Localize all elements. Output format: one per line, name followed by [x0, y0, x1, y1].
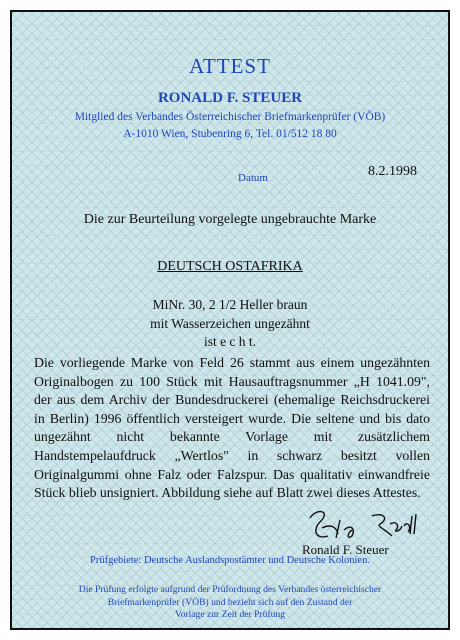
stamp-watermark-line: mit Wasserzeichen ungezähnt — [150, 316, 310, 331]
certificate-sheet — [10, 10, 450, 630]
signer-name: Ronald F. Steuer — [302, 542, 389, 557]
footer-line: Briefmarkenprüfer (VÖB) und bezieht sich auf den Zustand der — [107, 596, 353, 608]
membership-line: Mitglied des Verbandes Österreichischer Briefmarkenprüfer (VÖB) — [74, 111, 386, 123]
footer-line: Vorlage zur Zeit der Prüfung — [174, 609, 286, 620]
stamp-catalog-line: MiNr. 30, 2 1/2 Heller braun — [152, 297, 308, 312]
certificate-body: Die vorliegende Marke von Feld 26 stammt aus einem ungezähnten Originalbogen zu 100 Stück mit Hausauftragsnummer „H 1041.09", der aus dem Archiv der Bundesdruckerei (ehemalige Reichsdruckerei in Berlin) 1996 öffentlich versteigert wurde. Die seltene und bis dato ungezähnt nicht bekannte Vorlage mit zusätzlichem Handstempelaufdruck „Wertlos" in schwarz besitzt vollen Originalgummi ohne Falz oder Falzspur. Das qualitativ einwandfreie Stück blieb unsigniert. Abbildung siehe auf Blatt zwei dieses Attestes. — [34, 355, 430, 501]
certificate-title: ATTEST — [189, 54, 271, 78]
intro-text: Die zur Beurteilung vorgelegte ungebrauchte Marke — [83, 212, 377, 227]
footer-line: Die Prüfung erfolgte aufgrund der Prüfordnung des Verbandes österreichischer — [78, 584, 382, 595]
examiner-name: RONALD F. STEUER — [157, 90, 303, 106]
address-line: A-1010 Wien, Stubenring 6, Tel. 01/512 18 80 — [123, 128, 337, 140]
date-label: Datum — [238, 172, 268, 184]
date-value: 8.2.1998 — [368, 164, 417, 179]
country-name: DEUTSCH OSTAFRIKA — [157, 259, 303, 274]
country-heading — [12, 259, 448, 275]
coverage-line: Prüfgebiete: Deutsche Auslandspostämter und Deutsche Kolonien. — [90, 555, 370, 566]
footer-note — [42, 584, 418, 622]
stamp-verdict-line: ist e c h t. — [203, 334, 257, 349]
